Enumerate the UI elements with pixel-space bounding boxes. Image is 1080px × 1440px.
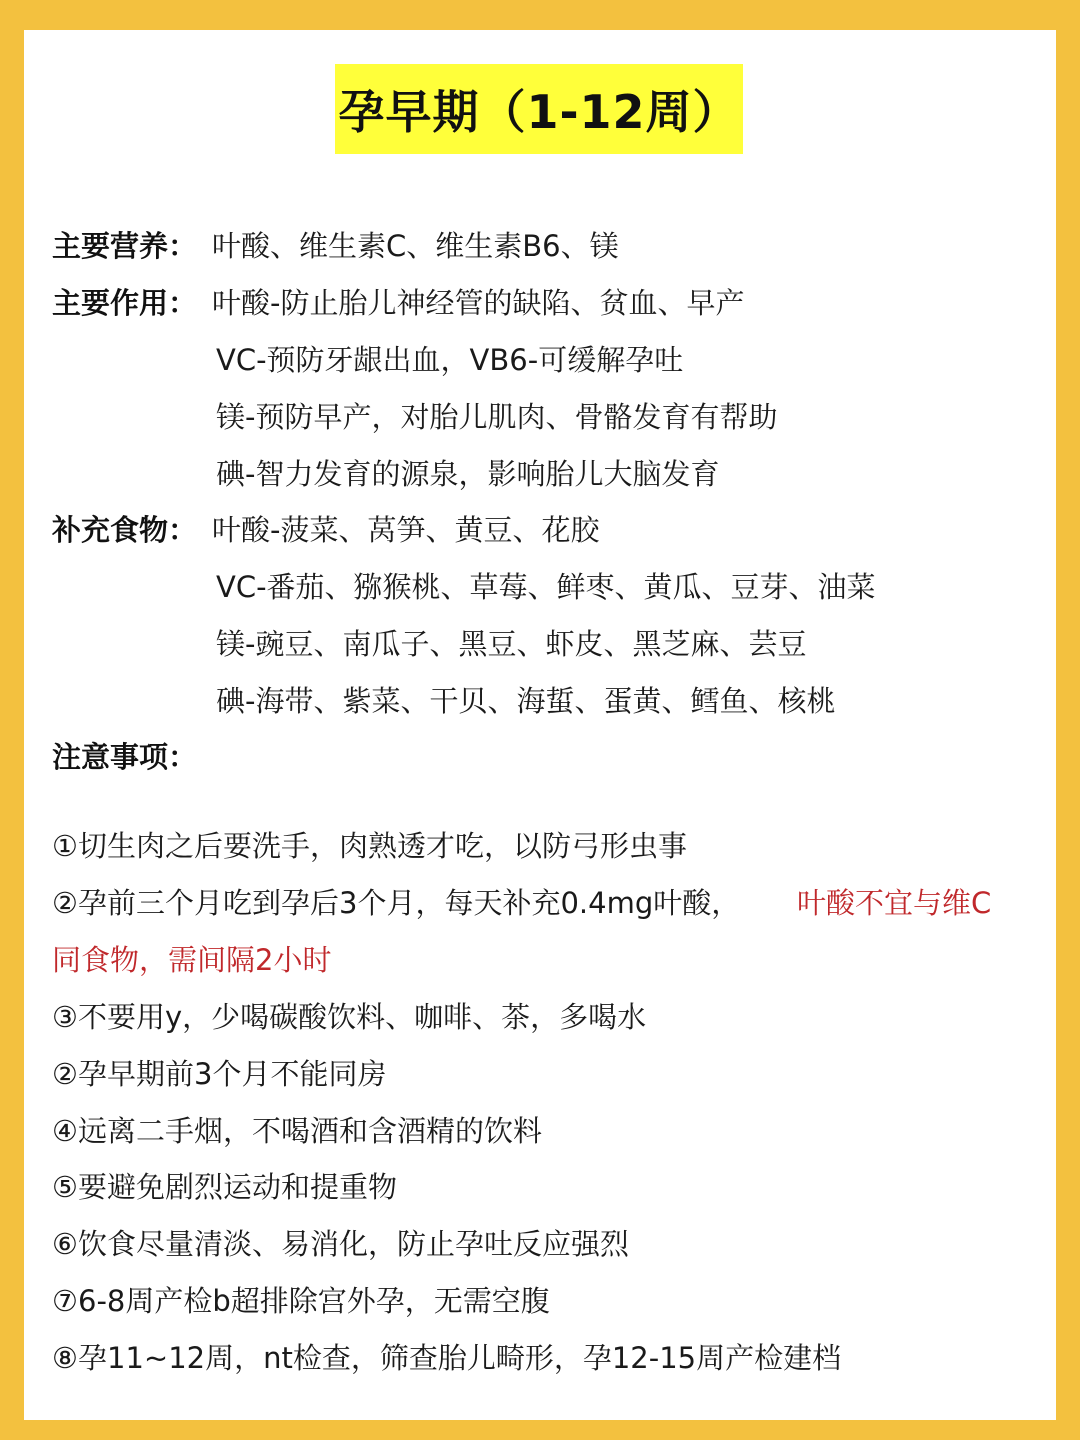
note-text: ①切生肉之后要洗手，肉熟透才吃，以防弓形虫事 — [52, 828, 687, 863]
foods-line: VC-番茄、猕猴桃、草莓、鲜枣、黄瓜、豆芽、油菜 — [216, 569, 876, 604]
notes-label: 注意事项： — [52, 739, 198, 774]
note-text: ②孕前三个月吃到孕后3个月，每天补充0.4mg叶酸， — [52, 885, 741, 920]
note-text: ⑤要避免剧烈运动和提重物 — [52, 1169, 397, 1204]
note-text: ⑦6-8周产检b超排除宫外孕，无需空腹 — [52, 1283, 550, 1318]
effects-line: 镁-预防早产，对胎儿肌肉、骨骼发育有帮助 — [216, 399, 778, 434]
foods-line: 碘-海带、紫菜、干贝、海蜇、蛋黄、鳕鱼、核桃 — [216, 683, 836, 718]
foods-line: 叶酸-菠菜、莴笋、黄豆、花胶 — [212, 512, 600, 547]
content-card — [24, 30, 1056, 1420]
title-highlight — [335, 64, 743, 154]
note-highlight-text: 叶酸不宜与维C — [797, 885, 992, 920]
note-highlight-text: 同食物，需间隔2小时 — [52, 942, 332, 977]
effects-line: 碘-智力发育的源泉，影响胎儿大脑发育 — [216, 456, 720, 491]
effects-line: VC-预防牙龈出血，VB6-可缓解孕吐 — [216, 342, 684, 377]
foods-label: 补充食物： — [52, 512, 198, 547]
note-text: ③不要用y，少喝碳酸饮料、咖啡、茶，多喝水 — [52, 999, 647, 1034]
nutrition-value: 叶酸、维生素C、维生素B6、镁 — [212, 228, 619, 263]
nutrition-label: 主要营养： — [52, 228, 198, 263]
effects-label: 主要作用： — [52, 285, 198, 320]
foods-line: 镁-豌豆、南瓜子、黑豆、虾皮、黑芝麻、芸豆 — [216, 626, 807, 661]
note-text: ⑥饮食尽量清淡、易消化，防止孕吐反应强烈 — [52, 1226, 629, 1261]
note-text: ②孕早期前3个月不能同房 — [52, 1056, 387, 1091]
note-text: ⑧孕11~12周，nt检查，筛查胎儿畸形，孕12-15周产检建档 — [52, 1340, 842, 1375]
page-title: 孕早期（1-12周） — [338, 85, 740, 139]
note-text: ④远离二手烟，不喝酒和含酒精的饮料 — [52, 1113, 542, 1148]
effects-line: 叶酸-防止胎儿神经管的缺陷、贫血、早产 — [212, 285, 745, 320]
